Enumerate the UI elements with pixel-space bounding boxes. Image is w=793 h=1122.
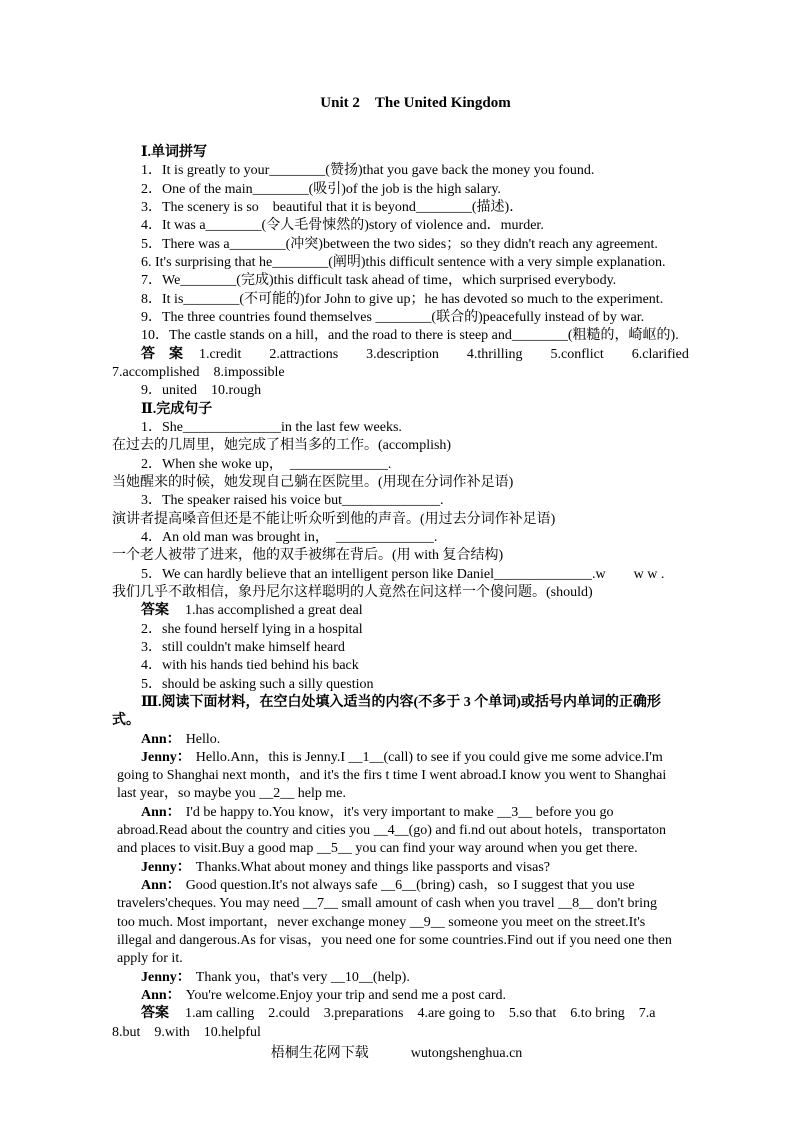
- dialogue-line: travelers'cheques. You may need __7__ small amount of cash when you travel __8__ don't bring: [117, 896, 658, 912]
- answers-label: 答 案: [141, 346, 183, 362]
- speaker-name: Ann：: [141, 731, 181, 747]
- speaker-name: Ann：: [141, 804, 181, 820]
- vocab-item-5: 5．There was a________(冲突)between the two sides；so they didn't reach any agreement.: [141, 236, 658, 252]
- sentence-item-1-en: 1．She______________in the last few weeks.: [141, 419, 402, 435]
- sentence-item-2-en: 2．When she woke up， ______________.: [141, 456, 392, 472]
- dialogue-line: Ann： Hello.: [141, 731, 221, 747]
- section1-answers-line-2: 7.accomplished 8.impossible: [112, 364, 285, 380]
- sentence-item-2-zh: 当她醒来的时候，她发现自己躺在医院里。(用现在分词作补足语): [112, 474, 514, 490]
- speaker-name: Ann：: [141, 988, 181, 1004]
- speaker-name: Jenny：: [141, 969, 191, 985]
- sentence-item-4-en: 4．An old man was brought in， ______________.: [141, 529, 438, 545]
- page-footer: [0, 1044, 793, 1064]
- footer-site-name: 梧桐生花网下载: [270, 1046, 369, 1061]
- answers-label: 答案: [141, 1006, 169, 1022]
- vocab-item-9: 9．The three countries found themselves ________(联合的)peacefully instead of by war.: [141, 309, 645, 325]
- section1-answers-line-3: 9．united 10.rough: [141, 383, 262, 399]
- dialogue-line: Ann： Good question.It's not always safe __6__(bring) cash，so I suggest that you use: [141, 878, 635, 894]
- speaker-name: Jenny：: [141, 749, 191, 765]
- dialogue-line: Ann： You're welcome.Enjoy your trip and send me a post card.: [141, 988, 506, 1004]
- dialogue-line: going to Shanghai next month，and it's the firs t time I went abroad.I know you went to Shanghai: [117, 768, 667, 784]
- dialogue-line: and places to visit.Buy a good map __5__ you can find your way around when you get there.: [117, 841, 638, 857]
- speaker-name: Ann：: [141, 878, 181, 894]
- vocab-item-7: 7．We________(完成)this difficult task ahead of time，which surprised everybody.: [141, 273, 617, 289]
- section2-answers-line-3: 3．still couldn't make himself heard: [141, 639, 345, 655]
- dialogue-line: Ann： I'd be happy to.You know，it's very important to make __3__ before you go: [141, 804, 614, 820]
- answers-label: 答案: [141, 603, 169, 619]
- section2-heading: Ⅱ.完成句子: [141, 401, 213, 417]
- sentence-item-5-zh: 我们几乎不敢相信，象丹尼尔这样聪明的人竟然在问这样一个傻问题。(should): [112, 584, 593, 600]
- footer-site-url: wutongshenghua.cn: [410, 1046, 523, 1061]
- section3-answers-line-1: 答案 1.am calling 2.could 3.preparations 4.are going to 5.so that 6.to bring 7.a: [141, 1006, 656, 1022]
- sentence-item-5-en: 5．We can hardly believe that an intelligent person like Daniel______________.w w w .: [141, 566, 665, 582]
- section1-heading: Ⅰ.单词拼写: [141, 145, 208, 160]
- sentence-item-4-zh: 一个老人被带了进来，他的双手被绑在背后。(用 with 复合结构): [112, 548, 504, 564]
- section2-answers-line-1: 答案 1.has accomplished a great deal: [141, 603, 363, 619]
- vocab-item-1: 1．It is greatly to your________(赞扬)that you gave back the money you found.: [141, 163, 595, 179]
- dialogue-line: illegal and dangerous.As for visas，you need one for some countries.Find out if you need one then: [117, 933, 672, 949]
- dialogue-line: last year，so maybe you __2__ help me.: [117, 786, 347, 802]
- vocab-item-2: 2．One of the main________(吸引)of the job is the high salary.: [141, 181, 501, 197]
- section1-answers-line-1: 答 案 1.credit 2.attractions 3.description 4.thrilling 5.conflict 6.clarified: [141, 346, 689, 362]
- dialogue-line: Jenny： Thanks.What about money and things like passports and visas?: [141, 859, 551, 875]
- sentence-item-3-en: 3．The speaker raised his voice but______________.: [141, 493, 444, 509]
- sentence-item-3-zh: 演讲者提高嗓音但还是不能让听众听到他的声音。(用过去分词作补足语): [112, 511, 556, 527]
- dialogue-line: Jenny： Thank you，that's very __10__(help).: [141, 969, 410, 985]
- sentence-item-1-zh: 在过去的几周里，她完成了相当多的工作。(accomplish): [112, 438, 452, 454]
- vocab-item-3: 3．The scenery is so beautiful that it is beyond________(描述)．: [141, 199, 524, 215]
- section3-heading-line-2: 式。: [112, 713, 140, 729]
- dialogue-line: too much. Most important，never exchange money __9__ someone you meet on the street.It's: [117, 914, 646, 930]
- page-title: Unit 2 The United Kingdom: [320, 95, 511, 111]
- section2-answers-line-5: 5．should be asking such a silly question: [141, 676, 374, 692]
- vocab-item-8: 8．It is________(不可能的)for John to give up；he has devoted so much to the experiment.: [141, 291, 664, 307]
- vocab-item-10: 10．The castle stands on a hill，and the road to there is steep and________(粗糙的，崎岖的).: [141, 328, 679, 344]
- section3-answers-line-2: 8.but 9.with 10.helpful: [112, 1024, 261, 1040]
- vocab-item-4: 4．It was a________(令人毛骨悚然的)story of violence and．murder.: [141, 218, 544, 234]
- section3-heading-line-1: Ⅲ.阅读下面材料，在空白处填入适当的内容(不多于 3 个单词)或括号内单词的正确形: [141, 694, 661, 710]
- dialogue-line: apply for it.: [117, 951, 183, 967]
- section2-answers-line-4: 4．with his hands tied behind his back: [141, 658, 359, 674]
- vocab-item-6: 6. It's surprising that he________(阐明)this difficult sentence with a very simple explanation.: [141, 254, 666, 270]
- section2-answers-line-2: 2．she found herself lying in a hospital: [141, 621, 363, 637]
- dialogue-line: abroad.Read about the country and cities you __4__(go) and fi.nd out about hotels，transportaton: [117, 823, 666, 839]
- dialogue-line: Jenny： Hello.Ann，this is Jenny.I __1__(call) to see if you could give me some advice.I'm: [141, 749, 663, 765]
- speaker-name: Jenny：: [141, 859, 191, 875]
